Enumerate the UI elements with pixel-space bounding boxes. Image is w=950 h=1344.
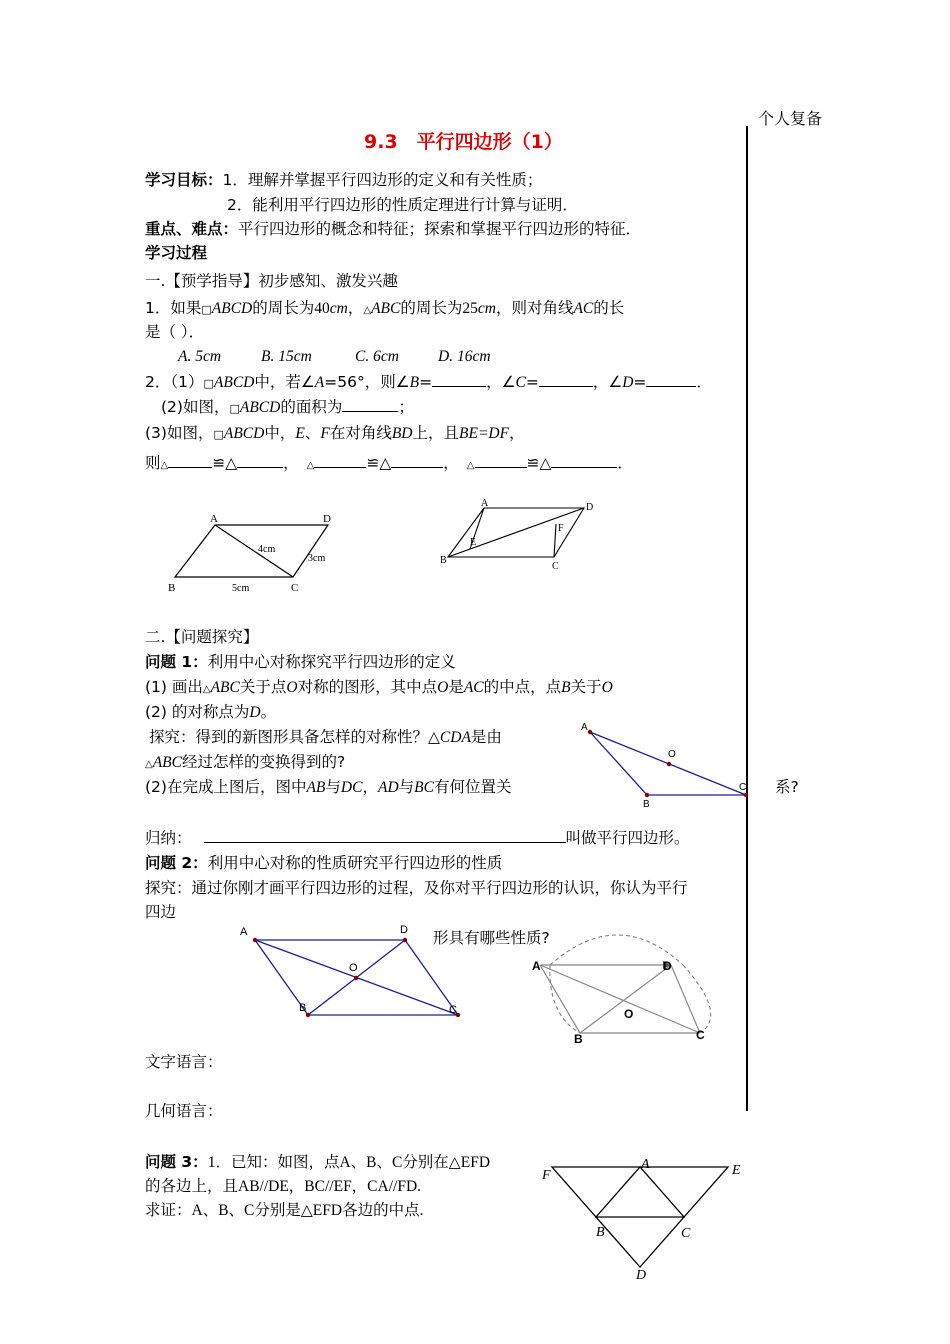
goal-item-1: 1．理解并掌握平行四边形的定义和有关性质； — [222, 171, 543, 189]
problem1-line4 — [145, 752, 345, 775]
answer-blank[interactable] — [237, 453, 283, 468]
label-d: D — [636, 1268, 647, 1283]
fig2-label-d: D — [586, 502, 594, 513]
p1-dc: DC — [340, 779, 363, 796]
q1-perimeter-value: 40 — [314, 300, 330, 317]
answer-blank[interactable] — [646, 372, 696, 387]
label-f: F — [542, 1168, 551, 1183]
label-e: E — [732, 1163, 741, 1178]
text-language: 文字语言： — [145, 1053, 223, 1071]
key-points — [145, 219, 641, 239]
q2-point-e: E — [295, 425, 305, 442]
figure-parallelogram-o — [235, 920, 465, 1020]
point-b — [645, 793, 649, 797]
p1-text: 。 — [260, 703, 277, 721]
q2-part2 — [161, 397, 414, 419]
point-b — [306, 1013, 310, 1017]
fig2-label-c: C — [552, 561, 559, 572]
p1-ab: AB — [306, 779, 326, 796]
parallelogram-symbol: □ — [203, 377, 214, 390]
problem1-line5 — [145, 777, 512, 798]
p1-cda: CDA — [439, 729, 471, 746]
q2-be-df: BE=DF — [459, 425, 510, 442]
p1-abc: ABC — [152, 754, 182, 771]
answer-blank[interactable] — [342, 397, 398, 412]
summary-label: 归纳： — [145, 829, 192, 847]
q2-abcd: ABCD — [239, 399, 281, 416]
congruent-symbol: ≌△ — [526, 454, 552, 472]
problem3-line2: 的各边上，且AB//DE，BC//EF，CA//FD. — [145, 1178, 422, 1195]
problem1-line2 — [145, 702, 276, 723]
q1-text: 的周长为 — [400, 299, 463, 317]
p1-bc: BC — [414, 779, 434, 796]
q2-text: =56°，则∠ — [324, 373, 410, 391]
p1-ac: AC — [463, 679, 484, 696]
q2-angle-b: B — [409, 374, 420, 391]
parallelogram-symbol: □ — [229, 402, 240, 415]
q1-option-c: C. 6cm — [355, 348, 399, 365]
triangle-symbol: △ — [466, 460, 475, 471]
fig1-label-a: A — [210, 513, 218, 525]
q2-part1 — [145, 372, 712, 394]
fig2-label-a: A — [481, 498, 489, 509]
q2-part3 — [145, 423, 525, 445]
parallelogram-symbol: □ — [201, 303, 212, 316]
problem3-line3: 求证：A、B、C分别是△EFD各边的中点. — [145, 1202, 424, 1219]
figure-rotation — [528, 925, 723, 1047]
problem1-line3 — [149, 727, 502, 748]
p1-text: (2)在完成上图后，图中 — [145, 778, 307, 796]
figure-parallelogram-area — [160, 505, 340, 595]
figure-triangle-efd — [538, 1155, 758, 1285]
point-c — [744, 793, 748, 797]
label-b: B — [596, 1225, 605, 1240]
triangle-symbol: △ — [145, 759, 153, 770]
problem2-explore-1: 探究：通过你刚才画平行四边形的过程，及你对平行四边形的认识，你认为平行 — [145, 879, 688, 897]
problem3-label: 问题 3： — [145, 1153, 208, 1171]
answer-blank[interactable] — [551, 453, 617, 468]
point-a — [588, 730, 592, 734]
problem1-label: 问题 1： — [145, 653, 208, 671]
fig1-label-c: C — [291, 582, 299, 594]
fig1-label-b: B — [168, 582, 176, 594]
fig1-base-length: 5cm — [232, 583, 250, 594]
goals-line-1 — [145, 170, 542, 190]
q1-abcd: ABCD — [211, 300, 253, 317]
point-d — [403, 938, 407, 942]
fig2-label-f: F — [558, 523, 564, 534]
label-c: C — [449, 1004, 457, 1016]
p1-text: 的中点，点 — [483, 678, 562, 696]
q2-text: = — [633, 373, 647, 391]
key-points-label: 重点、难点： — [145, 220, 239, 238]
point-o — [354, 976, 358, 980]
p1-text: 对称的图形，其中点 — [297, 678, 438, 696]
congruent-symbol: ≌△ — [212, 454, 238, 472]
p1-text: 经过怎样的变换得到的? — [181, 753, 346, 771]
q2-text: ； — [398, 398, 414, 416]
p1-text: 与 — [325, 778, 341, 796]
label-o: O — [668, 749, 676, 760]
goal-item-2: 2．能利用平行四边形的性质定理进行计算与证明． — [227, 196, 578, 214]
problem1-line5-tail: 系? — [775, 778, 799, 796]
q2-text: 2．（1） — [145, 373, 204, 391]
q2-text: 则 — [145, 454, 161, 472]
q2-part4 — [145, 453, 633, 476]
p1-b: B — [561, 679, 571, 696]
label-a: A — [641, 1157, 650, 1172]
figure-parallelogram-ef — [436, 495, 601, 575]
geometric-language: 几何语言： — [145, 1102, 223, 1120]
problem2-label: 问题 2： — [145, 854, 208, 872]
fig2-label-b: B — [440, 555, 447, 566]
p1-ad: AD — [377, 779, 399, 796]
p1-d: D — [249, 704, 261, 721]
q1-line1 — [145, 298, 624, 321]
page-title: 9.3 平行四边形（1） — [364, 131, 563, 153]
answer-blank[interactable] — [168, 453, 212, 468]
q2-angle-c: C — [515, 374, 526, 391]
q2-text: = — [525, 373, 539, 391]
q1-option-b: B. 15cm — [261, 348, 312, 365]
q2-text: = — [419, 373, 433, 391]
q2-text: 的面积为 — [280, 398, 343, 416]
triangle-symbol: △ — [160, 460, 169, 471]
problem2-explore-3: 形具有哪些性质? — [433, 929, 550, 947]
p1-text: (2) 的对称点为 — [145, 703, 250, 721]
p1-text: 与 — [398, 778, 415, 796]
parallelogram-symbol: □ — [213, 428, 224, 441]
goals-label: 学习目标： — [145, 171, 223, 189]
q2-abcd: ABCD — [223, 425, 265, 442]
fig1-diagonal-length: 4cm — [258, 544, 276, 555]
problem1-title — [145, 652, 456, 672]
label-c: C — [696, 1028, 705, 1042]
label-o: O — [624, 1007, 634, 1021]
p1-text: 有何位置关 — [433, 778, 512, 796]
p1-text: 关于 — [570, 678, 602, 696]
q2-bd: BD — [391, 425, 413, 442]
q2-text: ， — [509, 424, 525, 442]
label-c: C — [681, 1226, 691, 1241]
q2-angle-a: A — [314, 374, 325, 391]
label-c: C — [739, 782, 747, 793]
p1-o: O — [601, 679, 613, 696]
problem2-title — [145, 853, 502, 873]
label-d: D — [663, 959, 672, 973]
congruent-symbol: ≌△ — [366, 454, 392, 472]
q2-angle-d: D — [622, 374, 634, 391]
p1-text: 是由 — [470, 728, 502, 746]
fig1-label-d: D — [323, 513, 331, 525]
q2-text: ． — [696, 373, 712, 391]
q1-unit: cm — [477, 300, 496, 317]
q2-abcd: ABCD — [213, 374, 255, 391]
triangle-symbol: △ — [202, 684, 211, 695]
q2-text: ． — [617, 454, 633, 472]
segment-ab — [540, 965, 580, 1033]
q2-text: ，∠ — [486, 373, 516, 391]
point-o — [667, 762, 671, 766]
q2-text: ，∠ — [592, 373, 623, 391]
p1-text: ， — [362, 778, 378, 796]
fig1-side-length: 3cm — [308, 553, 326, 564]
q2-text: 中，若∠ — [254, 373, 315, 391]
answer-blank[interactable] — [539, 372, 593, 387]
label-a: A — [240, 926, 248, 938]
p1-abc: ABC — [210, 679, 240, 696]
section2-heading: 二.【问题探究】 — [145, 628, 259, 646]
answer-blank[interactable] — [475, 453, 527, 468]
answer-blank[interactable] — [314, 453, 366, 468]
q2-text: 上，且 — [412, 424, 460, 442]
label-o: O — [349, 962, 358, 974]
figure-triangle-abc-o — [575, 718, 755, 810]
p1-o: O — [437, 679, 449, 696]
label-a: A — [581, 722, 588, 733]
q1-abc: ABC — [371, 300, 401, 317]
p1-o: O — [286, 679, 298, 696]
q2-text: 中， — [264, 424, 296, 442]
q1-option-d: D. 16cm — [438, 348, 491, 365]
q2-point-f: F — [320, 425, 330, 442]
label-b: B — [643, 799, 650, 810]
answer-blank[interactable] — [432, 372, 486, 387]
fig1-diagonal — [215, 525, 293, 577]
triangle-symbol: △ — [363, 305, 372, 316]
p1-text: 关于点 — [239, 678, 287, 696]
rotation-arc-right — [683, 965, 711, 1033]
fig1-outline — [175, 525, 328, 577]
problem2-explore-2: 四边 — [145, 903, 177, 921]
q1-text: 的周长为 — [252, 299, 315, 317]
q1-triangle-perimeter: 25 — [462, 300, 478, 317]
q1-option-a: A. 5cm — [178, 348, 222, 365]
answer-blank[interactable] — [391, 453, 443, 468]
answer-blank[interactable] — [204, 828, 566, 843]
q1-line2: 是（ ）． — [145, 323, 205, 341]
section1-heading: 一.【预学指导】初步感知、激发兴趣 — [145, 272, 398, 290]
key-points-text: 平行四边形的概念和特征；探索和掌握平行四边形的特征． — [238, 220, 642, 238]
p1-text: 是 — [448, 678, 464, 696]
margin-divider — [746, 126, 748, 1111]
side-label: 个人复备 — [758, 109, 823, 128]
q1-unit: cm — [329, 300, 348, 317]
label-b: B — [299, 1002, 307, 1014]
q1-text: ， — [347, 299, 364, 317]
fig2-diagonal-bd — [448, 508, 584, 557]
p1-text: 探究：得到的新图形具备怎样的对称性？△ — [149, 728, 440, 746]
fig2-segment-cf — [554, 524, 556, 557]
problem1-text: 利用中心对称探究平行四边形的定义 — [207, 653, 456, 671]
problem2-text: 利用中心对称的性质研究平行四边形的性质 — [207, 854, 503, 872]
problem1-line1 — [145, 677, 613, 700]
diagonal-bd — [580, 965, 671, 1033]
q1-text: ，则对角线 — [495, 299, 574, 317]
label-a: A — [532, 959, 541, 973]
q1-text: 的长 — [593, 299, 625, 317]
summary-tail: 叫做平行四边形。 — [565, 829, 690, 847]
label-d: D — [400, 924, 408, 936]
process-heading: 学习过程 — [145, 244, 208, 262]
q2-text: ， — [283, 454, 299, 472]
p1-text: (1) 画出 — [145, 678, 203, 696]
q2-text: (2)如图， — [161, 398, 230, 416]
point-a — [253, 938, 257, 942]
problem3-text: 1．已知：如图，点A、B、C分别在△EFD — [207, 1154, 491, 1171]
q1-ac: AC — [573, 300, 594, 317]
q2-text: (3)如图， — [145, 424, 214, 442]
problem3-line1 — [145, 1152, 490, 1173]
fig2-label-e: E — [470, 537, 477, 548]
label-b: B — [574, 1032, 583, 1046]
q2-text: ， — [443, 454, 459, 472]
triangle-abc — [596, 1167, 684, 1217]
q2-text: 、 — [304, 424, 321, 442]
q1-text: 1．如果 — [145, 299, 202, 317]
summary-line — [145, 828, 690, 848]
triangle-symbol: △ — [306, 460, 315, 471]
q2-text: 在对角线 — [329, 424, 392, 442]
